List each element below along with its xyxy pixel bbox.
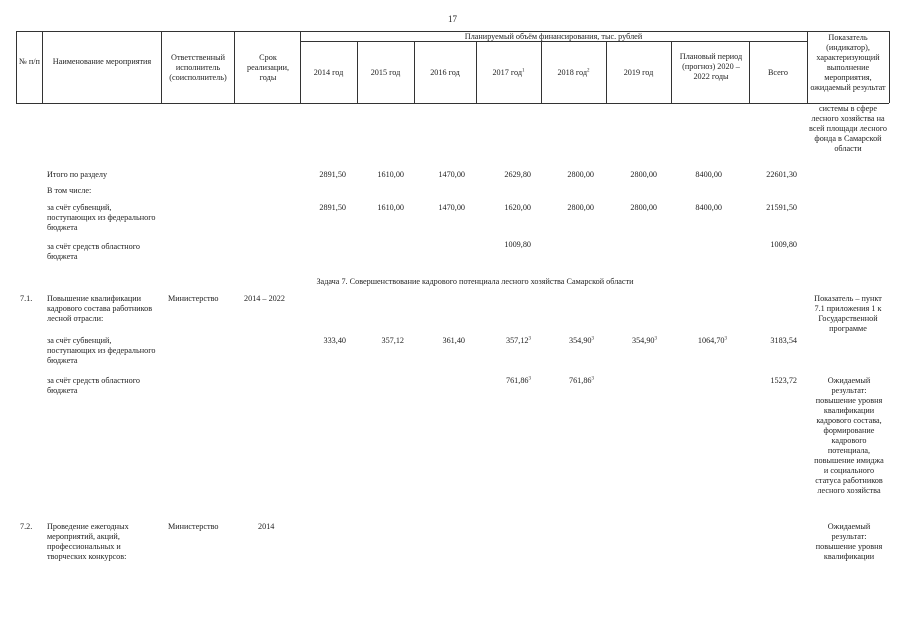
total-all: 22601,30 (766, 170, 797, 179)
r71-federal-2014: 333,40 (323, 336, 346, 345)
regional-label: за счёт средств областного бюджета (47, 242, 141, 261)
row-7-1-responsible: Министерство (168, 294, 219, 303)
total-2018: 2800,00 (567, 170, 594, 179)
task-title: Задача 7. Совершенствование кадрового потенциала лесного хозяйства Самарской области (316, 277, 634, 286)
row-7-1-result: Ожидаемый результат: повышение уровня квалификации кадрового состава, формирование кадрового потенциала, повышение имиджа и социального статуса работников лесного хозяйства (814, 376, 884, 495)
r71-regional-total: 1523,72 (770, 376, 797, 385)
header-funding-group: Планируемый объём финансирования, тыс. рублей (464, 32, 643, 41)
header-total: Всего (767, 68, 789, 77)
row-7-2-number: 7.2. (20, 522, 33, 531)
federal-total: 21591,50 (766, 203, 797, 212)
total-plan: 8400,00 (695, 170, 722, 179)
federal-2016: 1470,00 (438, 203, 465, 212)
r71-federal-2017: 357,12$^3$ (505, 336, 531, 345)
header-plan-period: Плановый период (прогноз) 2020 – 2022 годы (679, 52, 743, 81)
section-total-label: Итого по разделу (47, 170, 108, 179)
regional-2017: 1009,80 (504, 240, 531, 249)
header-indicator: Показатель (индикатор), характеризующий выполнение мероприятия, ожидаемый результат (810, 33, 886, 92)
row-7-1-indicator: Показатель – пункт 7.1 приложения 1 к Государственной программе (814, 294, 882, 333)
federal-2018: 2800,00 (567, 203, 594, 212)
row-7-1-name: Повышение квалификации кадрового состава работников лесной отрасли: (47, 294, 153, 323)
federal-2019: 2800,00 (630, 203, 657, 212)
including-label: В том числе: (47, 186, 92, 195)
row-7-2-responsible: Министерство (168, 522, 219, 531)
row-7-2-name: Проведение ежегодных мероприятий, акций, профессиональных и творческих конкурсов: (47, 522, 129, 561)
header-year-2016: 2016 год (430, 68, 460, 77)
r71-federal-2018: 354,90$^3$ (568, 336, 594, 345)
header-col-name: Наименование мероприятия (52, 57, 152, 66)
header-col-term: Срок реализации, годы (246, 53, 290, 82)
r71-federal-2015: 357,12 (381, 336, 404, 345)
federal-2015: 1610,00 (377, 203, 404, 212)
header-col-number: № п/п (19, 57, 40, 66)
header-year-2018: 2018 год$^2$ (557, 68, 590, 77)
federal-plan: 8400,00 (695, 203, 722, 212)
row-7-1-federal-label: за счёт субвенций, поступающих из федерального бюджета (47, 336, 156, 365)
row-7-2-result: Ожидаемый результат: повышение уровня квалификации (815, 522, 883, 561)
r71-federal-2016: 361,40 (442, 336, 465, 345)
federal-label: за счёт субвенций, поступающих из федерального бюджета (47, 203, 156, 232)
row-7-1-term: 2014 – 2022 (244, 294, 285, 303)
r71-federal-plan: 1064,70$^3$ (697, 336, 727, 345)
page-number: 17 (448, 14, 457, 24)
r71-regional-2017: 761,86$^3$ (505, 376, 531, 385)
federal-2014: 2891,50 (319, 203, 346, 212)
indicator-continuation: системы в сфере лесного хозяйства на всей площади лесного фонда в Самарской области (809, 104, 887, 153)
header-year-2014: 2014 год (313, 68, 344, 77)
header-year-2017: 2017 год$^1$ (492, 68, 525, 77)
r71-federal-total: 3183,54 (770, 336, 797, 345)
total-2014: 2891,50 (319, 170, 346, 179)
r71-regional-2018: 761,86$^3$ (568, 376, 594, 385)
header-year-2015: 2015 год (370, 68, 401, 77)
row-7-2-term: 2014 (258, 522, 275, 531)
r71-federal-2019: 354,90$^3$ (631, 336, 657, 345)
row-7-1-regional-label: за счёт средств областного бюджета (47, 376, 141, 395)
total-2019: 2800,00 (630, 170, 657, 179)
regional-total: 1009,80 (770, 240, 797, 249)
row-7-1-number: 7.1. (20, 294, 33, 303)
federal-2017: 1620,00 (504, 203, 531, 212)
total-2016: 1470,00 (438, 170, 465, 179)
total-2015: 1610,00 (377, 170, 404, 179)
header-year-2019: 2019 год (623, 68, 654, 77)
header-col-responsible: Ответственный исполнитель (соисполнитель) (169, 53, 227, 82)
total-2017: 2629,80 (504, 170, 531, 179)
